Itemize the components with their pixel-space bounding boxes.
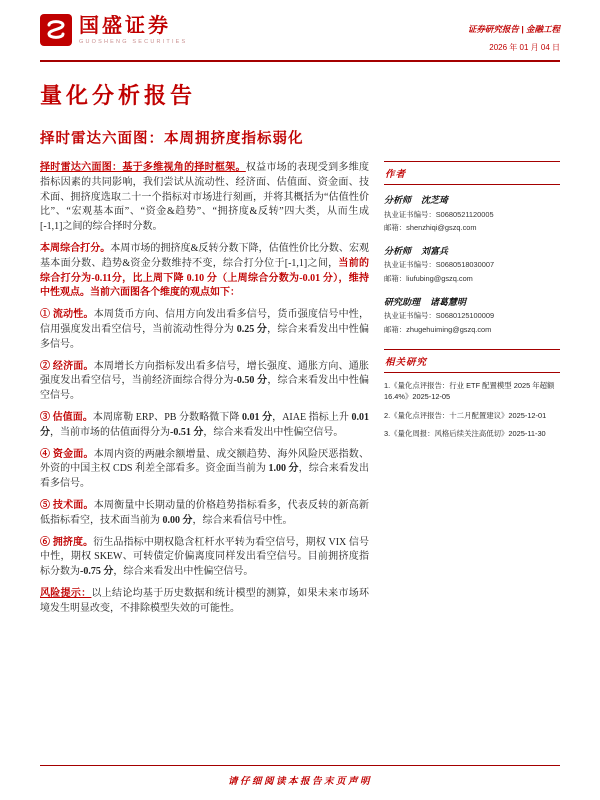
related-research-section [384,349,560,440]
related-research-item: 3.《量化周报：风格后续关注高低切》2025-11-30 [384,429,546,439]
page-title: 量化分析报告 [40,83,197,108]
text-segment: ，AIAE 指标上升 [272,411,352,423]
author-name-line [384,193,560,206]
authors-section-title: 作者 [384,161,560,185]
author-email: 邮箱：liufubing@gszq.com [384,273,473,283]
author-email: 邮箱：zhugehuiming@gszq.com [384,324,492,334]
author-email: 邮箱：shenzhiqi@gszq.com [384,222,477,232]
brand-text [79,16,187,45]
text-segment: 0.01 分 [40,411,369,438]
text-segment: ③ 估值面。 [40,411,93,423]
text-segment: 当前六面图各个维度的观点如下： [90,287,240,299]
author-name: 诸葛慧明 [430,296,467,307]
body-paragraph [40,161,369,235]
author-name: 沈芝琦 [421,195,449,205]
body-paragraph [40,242,369,301]
text-segment: 本周综合打分。 [40,242,111,254]
text-segment: 本周增长方向指标发出看多信号，增长强度、通胀方向、通胀强度发出看空信号，当前经济面综合得分为 [40,360,369,387]
brand-logo [40,14,187,46]
text-segment: ⑥ 拥挤度。 [40,536,94,548]
header-meta [468,14,560,53]
report-subtitle: 择时雷达六面图：本周拥挤度指标弱化 [40,131,304,147]
authors-list [384,193,560,335]
text-segment: ，综合来看发出中性偏多信号。 [40,323,370,350]
text-segment: 本周市场的拥挤度&反转分数下降，估值性价比分数、宏观基本面分数、趋势&资金分数维持不变，综合打分位于[-1,1]之间， [40,242,370,269]
author-cert-number: 执业证书编号：S0680521120005 [384,209,494,219]
author-name: 刘富兵 [421,245,449,256]
text-segment: 权益市场的表现受到多维度指标因素的共同影响，我们尝试从流动性、经济面、估值面、资金面、技术面、拥挤度选取二十一个指标对市场进行刻画，并将其概括为“估值性价比”、“宏观基本面”、“资金&趋势”、“拥挤度&反转”四大类，从而生成[-1,1]之间的综合择时分数。 [40,162,370,233]
author-role: 分析师 [384,195,412,205]
text-segment: 0.01 分 [242,411,273,423]
text-segment: 衍生品指标中期权隐含杠杆水平转为看空信号，期权 VIX 信号中性，期权 SKEW、可转债定价偏离度同样发出看空信号。目前拥挤度指标分数为 [40,536,369,578]
text-segment: 0.25 分 [236,323,268,335]
text-segment: -0.50 分 [233,375,268,387]
related-research-item: 2.《量化点评报告：十二月配置建议》2025-12-01 [384,410,547,420]
footer-disclaimer: 请仔细阅读本报告末页声明 [227,777,372,787]
author-entry [384,193,560,233]
text-segment: 本周席勒 ERP、PB 分数略微下降 [92,411,242,423]
text-segment: 本周内资的两融余额增量、成交额趋势、海外风险厌恶指数、外资的中国主权 CDS 利差全部看多。资金面当前为 [40,448,369,475]
header-divider [40,60,560,62]
page-footer [40,765,560,788]
author-cert-number: 执业证书编号：S0680518030007 [384,260,495,270]
text-segment: 择时雷达六面图：基于多维视角的择时框架。 [40,162,246,173]
sidebar [384,161,560,624]
author-name-line [384,295,560,308]
author-role: 研究助理 [384,296,421,307]
body-paragraph [40,411,369,441]
text-segment: ，当前市场的估值面得分为 [50,426,170,438]
text-segment: 本周衡量中长期动量的价格趋势指标看多，代表反转的新高新低指标看空，技术面当前为 [40,499,369,526]
body-paragraph [40,587,369,617]
body-paragraph [40,308,369,352]
main-content [40,161,369,624]
text-segment: ④ 资金面。 [40,448,94,460]
text-segment: ⑤ 技术面。 [40,499,94,511]
author-cert-number: 执业证书编号：S0680125100009 [384,311,495,321]
brand-subtitle: GUOSHENG SECURITIES [79,38,188,45]
author-role: 分析师 [384,245,412,256]
text-segment: ① 流动性。 [40,309,94,321]
text-segment: ② 经济面。 [40,360,94,372]
text-segment: 0.00 分 [162,514,193,526]
text-segment: ，综合来看发出中性偏空信号。 [203,426,344,438]
text-segment: ，综合来看发出中性偏空信号。 [113,566,254,578]
author-entry [384,295,560,335]
text-segment: 风险提示： [40,587,92,599]
text-segment: 以上结论均基于历史数据和统计模型的测算，如果未来市场环境发生明显改变，不排除模型失效的可能性。 [40,587,370,614]
author-name-line [384,244,560,257]
text-segment: 本周货币方向、信用方向发出看多信号，货币强度信号中性，信用强度发出看空信号，当前流动性得分为 [40,309,369,335]
text-segment: 1.00 分 [268,463,299,475]
text-segment: ，综合来看发出中性偏空信号。 [40,375,370,402]
content-columns [40,161,560,624]
body-paragraph [40,536,369,580]
text-segment: -0.51 分 [170,426,204,438]
text-segment: 当前的综合打分为-0.11分，比上周下降 0.10 分（上周综合分数为-0.01 分），维持中性观点。 [40,257,369,299]
body-paragraph [40,448,369,492]
body-paragraph [40,360,369,404]
brand-name: 国盛证券 [79,14,171,37]
report-type: 证券研究报告 | 金融工程 [467,24,560,34]
report-date: 2026 年 01 月 04 日 [489,43,560,52]
related-section-title: 相关研究 [384,349,560,373]
related-research-item: 1.《量化点评报告：行业 ETF 配置模型 2025 年超额 16.4%》2025-12-05 [384,380,555,402]
footer-divider [40,765,560,767]
body-paragraph [40,499,369,529]
related-research-list [384,380,560,440]
author-entry [384,244,560,284]
guosheng-logo-icon [40,14,72,46]
text-segment: ，综合来看信号中性。 [192,514,293,526]
text-segment: -0.75 分 [80,566,114,578]
text-segment: ，综合来看发出看多信号。 [40,463,370,490]
report-header [40,14,560,53]
authors-section [384,161,560,335]
